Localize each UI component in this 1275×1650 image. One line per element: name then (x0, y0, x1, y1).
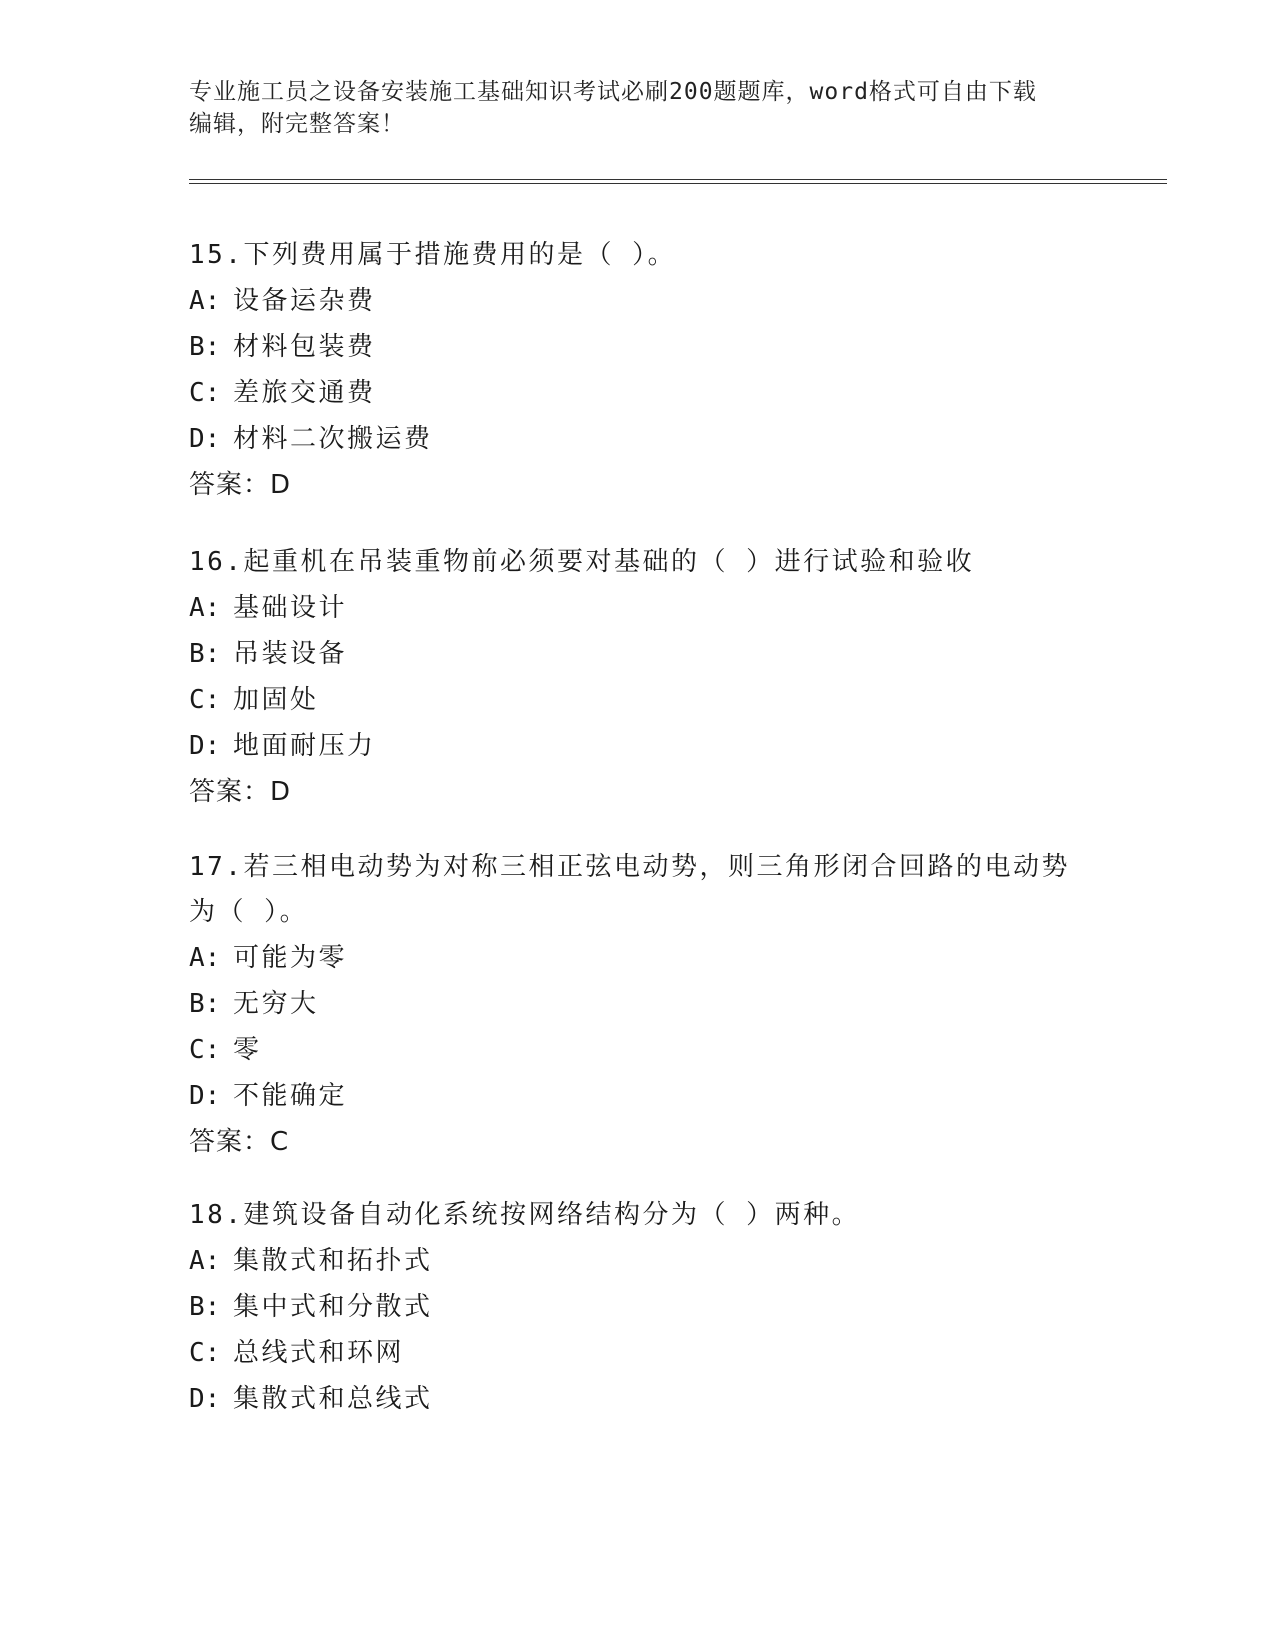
option-b (189, 631, 1089, 677)
option-text: 设备运杂费 (233, 286, 376, 316)
option-text: 不能确定 (233, 1081, 348, 1111)
option-text: 基础设计 (233, 593, 348, 623)
header-line-1: 专业施工员之设备安装施工基础知识考试必刷200题题库，word格式可自由下载 (189, 79, 1037, 105)
option-letter: B: (189, 989, 221, 1019)
option-d (189, 416, 1089, 462)
option-a (189, 585, 1089, 631)
option-letter: A: (189, 286, 221, 316)
question-stem: 18.建筑设备自动化系统按网络结构分为（ ）两种。 (189, 1200, 861, 1230)
question-stem: 15.下列费用属于措施费用的是（ ）。 (189, 240, 677, 270)
answer-label: 答案：D (189, 470, 292, 500)
option-text: 材料二次搬运费 (233, 424, 433, 454)
option-letter: B: (189, 639, 221, 669)
question-15 (189, 233, 1089, 508)
option-text: 地面耐压力 (233, 731, 376, 761)
option-a (189, 278, 1089, 324)
header-line-2: 编辑，附完整答案！ (189, 111, 405, 137)
option-text: 材料包装费 (233, 332, 376, 362)
option-text: 可能为零 (233, 943, 348, 973)
option-letter: B: (189, 332, 221, 362)
option-text: 加固处 (233, 685, 319, 715)
document-header (189, 76, 1079, 140)
option-c (189, 1027, 1089, 1073)
option-b (189, 324, 1089, 370)
option-b (189, 1284, 1089, 1330)
option-text: 集散式和总线式 (233, 1384, 433, 1414)
option-text: 集中式和分散式 (233, 1292, 433, 1322)
option-letter: D: (189, 1384, 221, 1414)
option-d (189, 1376, 1089, 1422)
option-letter: C: (189, 685, 221, 715)
option-letter: A: (189, 593, 221, 623)
option-text: 无穷大 (233, 989, 319, 1019)
option-d (189, 723, 1089, 769)
header-divider-bottom (189, 183, 1167, 184)
option-c (189, 1330, 1089, 1376)
answer-label: 答案：C (189, 1127, 290, 1157)
question-stem: 17.若三相电动势为对称三相正弦电动势，则三角形闭合回路的电动势为（ ）。 (189, 852, 1070, 927)
option-letter: D: (189, 731, 221, 761)
option-b (189, 981, 1089, 1027)
option-letter: C: (189, 378, 221, 408)
answer-label: 答案：D (189, 777, 292, 807)
option-letter: B: (189, 1292, 221, 1322)
option-text: 总线式和环网 (233, 1338, 405, 1368)
option-a (189, 1238, 1089, 1284)
option-text: 吊装设备 (233, 639, 348, 669)
option-c (189, 677, 1089, 723)
option-letter: C: (189, 1035, 221, 1065)
option-letter: A: (189, 1246, 221, 1276)
option-d (189, 1073, 1089, 1119)
question-17 (189, 845, 1089, 1165)
option-c (189, 370, 1089, 416)
option-letter: D: (189, 1081, 221, 1111)
option-text: 差旅交通费 (233, 378, 376, 408)
question-18 (189, 1193, 1089, 1422)
question-stem: 16.起重机在吊装重物前必须要对基础的（ ）进行试验和验收 (189, 547, 975, 577)
option-a (189, 935, 1089, 981)
option-letter: A: (189, 943, 221, 973)
option-letter: D: (189, 424, 221, 454)
question-16 (189, 540, 1089, 815)
header-divider-top (189, 179, 1167, 180)
option-letter: C: (189, 1338, 221, 1368)
option-text: 集散式和拓扑式 (233, 1246, 433, 1276)
option-text: 零 (233, 1035, 262, 1065)
